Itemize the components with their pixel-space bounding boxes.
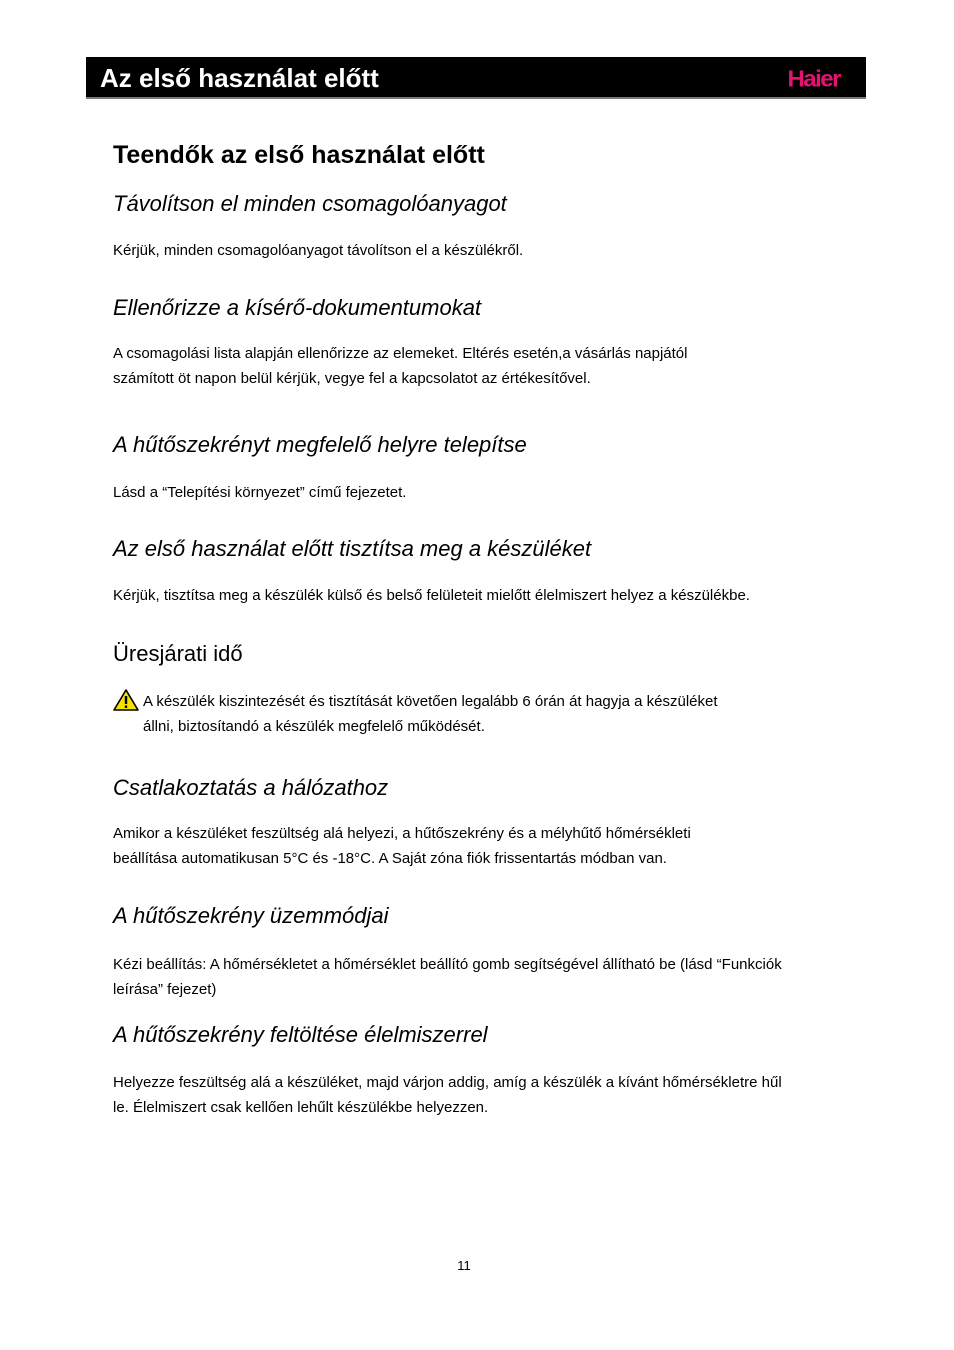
section-heading-idle-time: Üresjárati idő xyxy=(113,641,243,666)
text-line: Kézi beállítás: A hőmérsékletet a hőmérséklet beállító gomb segítségével állítható be (lásd “Funkciók xyxy=(113,956,782,973)
section-heading-install-location: A hűtőszekrényt megfelelő helyre telepítse xyxy=(113,432,527,457)
section-text-loading-food xyxy=(113,1070,843,1120)
text-line: A készülék kiszintezését és tisztítását követően legalább 6 órán át hagyja a készüléket xyxy=(143,693,718,710)
text-line: számított öt napon belül kérjük, vegye fel a kapcsolatot az értékesítővel. xyxy=(113,370,591,387)
header-bar xyxy=(86,57,866,99)
section-text-operating-modes xyxy=(113,952,843,1002)
section-heading-operating-modes: A hűtőszekrény üzemmódjai xyxy=(113,903,389,928)
section-heading-remove-packaging: Távolítson el minden csomagolóanyagot xyxy=(113,191,507,216)
section-text-install-location xyxy=(113,480,843,505)
section-heading-check-documents: Ellenőrizze a kísérő-dokumentumokat xyxy=(113,295,482,320)
section-text-clean-appliance xyxy=(113,583,843,608)
section-heading-clean-appliance: Az első használat előtt tisztítsa meg a készüléket xyxy=(113,536,592,561)
warning-note xyxy=(113,689,783,739)
text-line: állni, biztosítandó a készülék megfelelő működését. xyxy=(143,718,485,735)
section-text-check-documents xyxy=(113,341,843,391)
page-number: 11 xyxy=(457,1258,471,1273)
text-line: leírása” fejezet) xyxy=(113,981,217,998)
text-line: beállítása automatikusan 5°C és -18°C. A Saját zóna fiók frissentartás módban van. xyxy=(113,850,667,867)
text-line: Lásd a “Telepítési környezet” című fejezetet. xyxy=(113,484,407,501)
warning-text xyxy=(143,689,783,739)
section-text-remove-packaging xyxy=(113,238,843,263)
text-line: Amikor a készüléket feszültség alá helyezi, a hűtőszekrény és a mélyhűtő hőmérsékleti xyxy=(113,825,691,842)
section-text-mains-connection xyxy=(113,821,843,871)
section-heading-loading-food: A hűtőszekrény feltöltése élelmiszerrel xyxy=(113,1022,488,1047)
page-title: Teendők az első használat előtt xyxy=(113,141,485,169)
text-line: le. Élelmiszert csak kellően lehűlt készülékbe helyezzen. xyxy=(113,1099,489,1116)
section-heading-mains-connection: Csatlakoztatás a hálózathoz xyxy=(113,775,389,800)
haier-logo: Haier xyxy=(787,66,840,93)
text-line: Kérjük, minden csomagolóanyagot távolítson el a készülékről. xyxy=(113,242,524,259)
text-line: Helyezze feszültség alá a készüléket, majd várjon addig, amíg a készülék a kívánt hőmérsékletre hűl xyxy=(113,1074,782,1091)
warning-triangle-icon xyxy=(113,689,139,711)
text-line: A csomagolási lista alapján ellenőrizze az elemeket. Eltérés esetén,a vásárlás napjától xyxy=(113,345,688,362)
text-line: Kérjük, tisztítsa meg a készülék külső és belső felületeit mielőtt élelmiszert helyez a készülékbe. xyxy=(113,587,750,604)
header-title: Az első használat előtt xyxy=(100,63,379,93)
